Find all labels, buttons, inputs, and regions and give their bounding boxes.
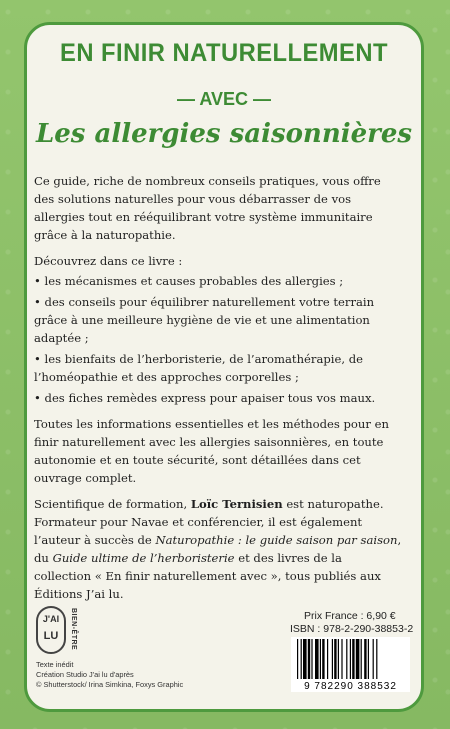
barcode	[291, 637, 410, 692]
closing-paragraph: Toutes les informations essentielles et les méthodes pour en finir naturellement avec les allergies saisonnières, en toute autonomie et en toute sécurité, sont détaillées dans cet ouvrage complet.	[34, 417, 389, 485]
barcode-bar	[346, 639, 347, 679]
barcode-bar	[327, 639, 328, 679]
barcode-bar	[352, 639, 354, 679]
barcode-bar	[322, 639, 324, 679]
list-item: • des fiches remèdes express pour apaiser tous vos maux.	[34, 391, 376, 405]
discover-heading: Découvrez dans ce livre :	[34, 254, 183, 268]
barcode-number: 9 782290 388532	[304, 681, 397, 692]
barcode-bar	[297, 639, 298, 679]
barcode-bar	[350, 639, 351, 679]
barcode-bar	[373, 639, 374, 679]
book-reference: Naturopathie : le guide saison par saison	[155, 533, 398, 547]
author-name: Loïc Ternisien	[190, 497, 283, 511]
barcode-bar	[338, 639, 339, 679]
price-label: Prix France : 6,90 €	[304, 610, 396, 622]
list-item: • des conseils pour équilibrer naturellement votre terrain grâce à une meilleure hygiène de vie et une alimentation adaptée ;	[34, 295, 375, 345]
barcode-bar	[315, 639, 319, 679]
credits: Texte inédit Création Studio J'ai lu d'après © Shutterstock/ Irina Simkina, Foxys Graphic	[36, 660, 184, 689]
book-reference: Guide ultime de l’herboristerie	[52, 551, 235, 565]
list-item: • les mécanismes et causes probables des allergies ;	[34, 274, 344, 288]
barcode-bar	[368, 639, 369, 679]
series-title: EN FINIR NATURELLEMENT	[60, 39, 388, 67]
barcode-bar	[301, 639, 302, 679]
barcode-bar	[361, 639, 362, 679]
barcode-bar	[341, 639, 342, 679]
barcode-bar	[320, 639, 321, 679]
list-item: • les bienfaits de l’herboristerie, de l’aromathérapie, de l’homéopathie et des approches corporelles ;	[34, 352, 364, 384]
barcode-bar	[308, 639, 310, 679]
barcode-bar	[332, 639, 333, 679]
barcode-bar	[376, 639, 377, 679]
barcode-bar	[364, 639, 366, 679]
isbn-label: ISBN : 978-2-290-38853-2	[290, 623, 414, 635]
book-title: Les allergies saisonnières	[35, 119, 413, 149]
author-bio: Scientifique de formation, Loïc Ternisien est naturopathe. Formateur pour Navae et conférencier, il est également l’auteur à succès de Naturopathie : le guide saison par saison, du Guide ultime de l’herboristerie et des livres de la collection « En finir naturellement avec », tous publiés aux Éditions J’ai lu.	[34, 497, 402, 601]
publisher-logo: J'AI LU	[36, 606, 66, 654]
blurb	[34, 172, 402, 603]
series-subtitle: — AVEC —	[176, 89, 271, 109]
barcode-bar	[311, 639, 312, 679]
collection-label: BIEN-ÊTRE	[70, 608, 77, 651]
intro-paragraph: Ce guide, riche de nombreux conseils pratiques, vous offre des solutions naturelles pour vous débarrasser de vos allergies tout en rééquilibrant votre système immunitaire grâce à la naturopathie.	[34, 174, 381, 242]
barcode-bar	[334, 639, 336, 679]
barcode-bar	[356, 639, 360, 679]
barcode-bar	[303, 639, 307, 679]
barcode-bars	[295, 639, 406, 679]
